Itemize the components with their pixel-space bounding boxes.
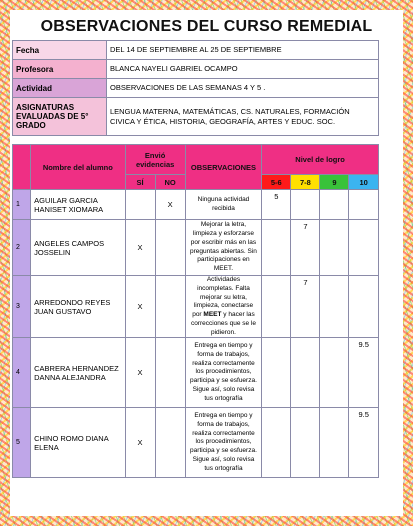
level-9-header: 9 [320, 175, 349, 190]
row-number: 3 [13, 276, 31, 338]
name-header: Nombre del alumno [31, 145, 125, 190]
no-mark [155, 408, 185, 478]
row-number: 2 [13, 220, 31, 276]
grade-10 [349, 276, 379, 338]
si-mark: X [125, 220, 155, 276]
observation: Ninguna actividad recibida [185, 190, 261, 220]
actividad-label: Actividad [13, 79, 107, 98]
grade-5-6 [262, 338, 291, 408]
grade-5-6 [262, 408, 291, 478]
fecha-label: Fecha [13, 41, 107, 60]
grade-7-8: 7 [291, 276, 320, 338]
profesora-label: Profesora [13, 60, 107, 79]
obs-header: OBSERVACIONES [185, 145, 261, 190]
grade-9 [320, 408, 349, 478]
no-mark [155, 276, 185, 338]
table-row [13, 338, 379, 408]
grade-5-6 [262, 276, 291, 338]
si-mark: X [125, 338, 155, 408]
no-mark [155, 338, 185, 408]
grade-10: 9.5 [349, 338, 379, 408]
fecha-value: DEL 14 DE SEPTIEMBRE AL 25 DE SEPTIEMBRE [107, 41, 379, 60]
asignaturas-value: LENGUA MATERNA, MATEMÁTICAS, CS. NATURALES, FORMACIÓN CIVICA Y ÉTICA, HISTORIA, GEOGRAFÍA, ARTES Y EDUC. SOC. [107, 98, 379, 136]
grade-7-8 [291, 408, 320, 478]
profesora-value: BLANCA NAYELI GABRIEL OCAMPO [107, 60, 379, 79]
level-7-8-header: 7-8 [291, 175, 320, 190]
info-table [12, 40, 379, 136]
asignaturas-label: ASIGNATURAS EVALUADAS DE 5° GRADO [13, 98, 107, 136]
table-row [13, 220, 379, 276]
grade-10 [349, 220, 379, 276]
si-header: SÍ [125, 175, 155, 190]
row-number: 5 [13, 408, 31, 478]
observation [185, 276, 261, 338]
level-10-header: 10 [349, 175, 379, 190]
level-5-6-header: 5-6 [262, 175, 291, 190]
observation-meet: MEET [203, 311, 222, 319]
actividad-value: OBSERVACIONES DE LAS SEMANAS 4 Y 5 . [107, 79, 379, 98]
grade-5-6: 5 [262, 190, 291, 220]
grade-7-8 [291, 338, 320, 408]
observation: Mejorar la letra, limpieza y esforzarse por escribir más en las preguntas abiertas. Sin participaciones en MEET. [185, 220, 261, 276]
student-name: CABRERA HERNANDEZ DANNA ALEJANDRA [31, 338, 125, 408]
grade-9 [320, 338, 349, 408]
si-mark: X [125, 276, 155, 338]
num-header [13, 145, 31, 190]
student-name: AGUILAR GARCIA HANISET XIOMARA [31, 190, 125, 220]
no-mark: X [155, 190, 185, 220]
table-row [13, 276, 379, 338]
student-name: ANGELES CAMPOS JOSSELIN [31, 220, 125, 276]
no-mark [155, 220, 185, 276]
no-header: NO [155, 175, 185, 190]
si-mark: X [125, 408, 155, 478]
observation-part-c: y hacer las correcciones que se le pidieron. [190, 311, 256, 336]
grade-9 [320, 276, 349, 338]
student-name: CHINO ROMO DIANA ELENA [31, 408, 125, 478]
grade-10: 9.5 [349, 408, 379, 478]
row-number: 4 [13, 338, 31, 408]
grade-7-8: 7 [291, 220, 320, 276]
grade-10 [349, 190, 379, 220]
envio-header: Envió evidencias [125, 145, 185, 175]
grade-5-6 [262, 220, 291, 276]
observation-part-a: Actividades incompletas. Falta mejorar su letra, limpieza, conectarse por [192, 276, 254, 319]
nivel-header: Nivel de logro [262, 145, 379, 175]
grade-9 [320, 190, 349, 220]
observation: Entrega en tiempo y forma de trabajos, realiza correctamente los procedimientos, participa y se esfuerza. Sigue así, solo revisa tus ortografía [185, 408, 261, 478]
grade-7-8 [291, 190, 320, 220]
students-table [12, 144, 379, 478]
student-name: ARREDONDO REYES JUAN GUSTAVO [31, 276, 125, 338]
grade-9 [320, 220, 349, 276]
row-number: 1 [13, 190, 31, 220]
table-row [13, 408, 379, 478]
page-title: OBSERVACIONES DEL CURSO REMEDIAL [40, 18, 373, 35]
si-mark [125, 190, 155, 220]
observation: Entrega en tiempo y forma de trabajos, realiza correctamente los procedimientos, participa y se esfuerza. Sigue así, solo revisa tus ortografía [185, 338, 261, 408]
table-row [13, 190, 379, 220]
